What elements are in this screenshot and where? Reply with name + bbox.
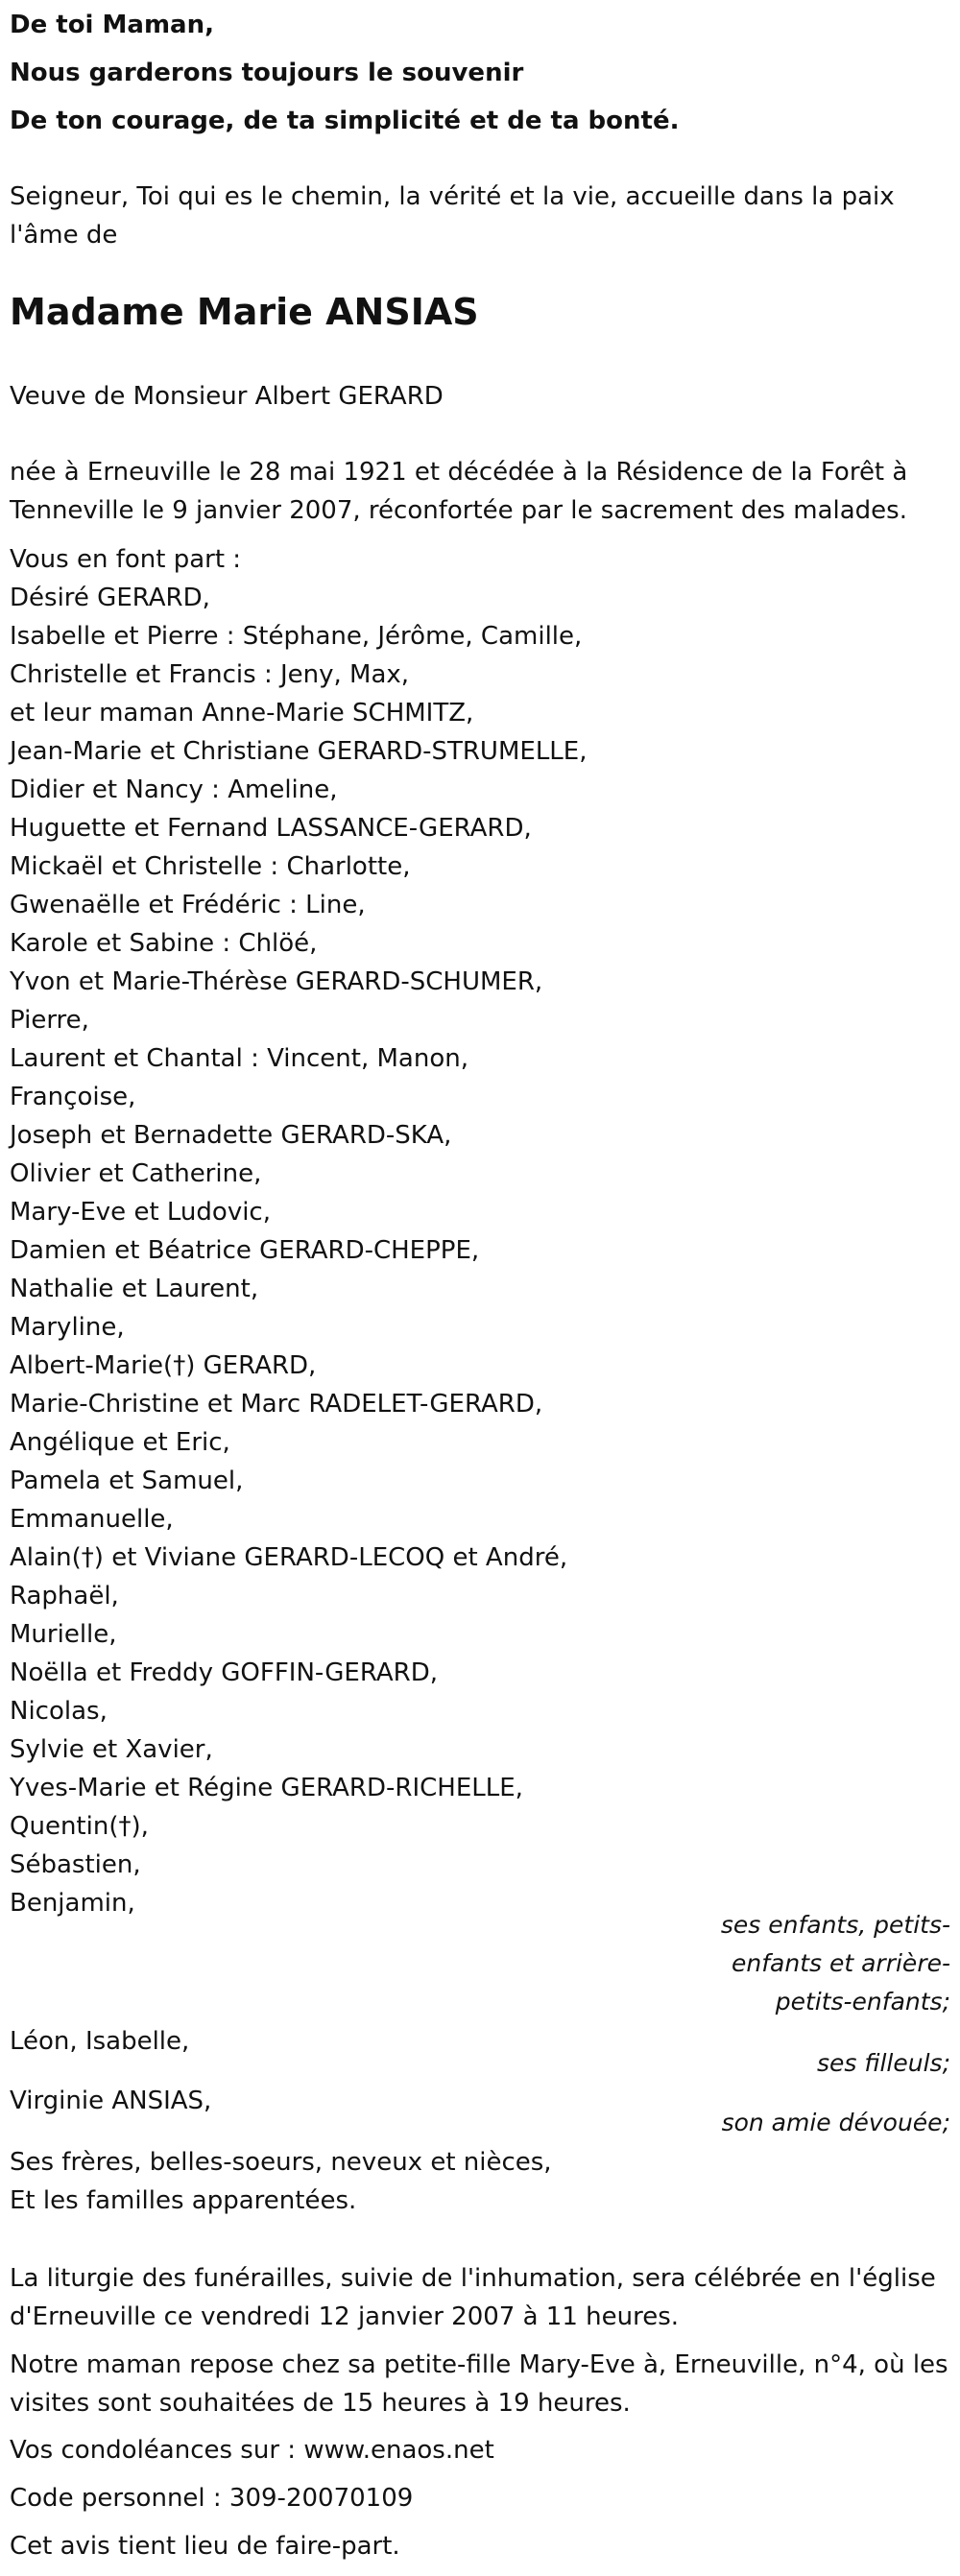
family-line: Quentin(†), [10, 1812, 149, 1841]
family-line: Emmanuelle, [10, 1505, 174, 1534]
family-relation: ses enfants, petits-enfants et arrière-petits-enfants; [720, 1911, 950, 2015]
godchildren-names: Léon, Isabelle, [10, 2027, 190, 2056]
epigraph-line-2: Nous garderons toujours le souvenir [10, 59, 524, 87]
family-line: Mickaël et Christelle : Charlotte, [10, 852, 411, 881]
personal-code: Code personnel : 309-20070109 [10, 2484, 414, 2513]
family-line: Françoise, [10, 1083, 136, 1111]
family-line: Marie-Christine et Marc RADELET-GERARD, [10, 1390, 543, 1419]
announcement-intro: Vous en font part : [10, 545, 242, 574]
family-line: Maryline, [10, 1313, 125, 1342]
family-line: Olivier et Catherine, [10, 1159, 262, 1188]
family-line: Pierre, [10, 1006, 89, 1035]
family-line: Mary-Eve et Ludovic, [10, 1198, 271, 1227]
family-line: Raphaël, [10, 1582, 119, 1610]
family-line: Pamela et Samuel, [10, 1467, 244, 1495]
family-line: Angélique et Eric, [10, 1428, 230, 1457]
funeral-info: La liturgie des funérailles, suivie de l'inhumation, sera célébrée en l'église d'Erneuville ce vendredi 12 janvier 2007 à 11 heures. [10, 2264, 936, 2331]
family-line: Yves-Marie et Régine GERARD-RICHELLE, [10, 1774, 523, 1802]
family-line: Albert-Marie(†) GERARD, [10, 1351, 317, 1380]
friend-relation: son amie dévouée; [721, 2109, 950, 2136]
family-line: Laurent et Chantal : Vincent, Manon, [10, 1044, 468, 1073]
birth-death-text: née à Erneuville le 28 mai 1921 et décédée à la Résidence de la Forêt à Tenneville le 9 janvier 2007, réconfortée par le sacrement des malades. [10, 458, 908, 525]
extended-family-line: Et les familles apparentées. [10, 2186, 357, 2215]
extended-family-line: Ses frères, belles-soeurs, neveux et nièces, [10, 2148, 552, 2177]
family-line: Christelle et Francis : Jeny, Max, [10, 660, 410, 689]
family-line: Sébastien, [10, 1850, 141, 1879]
family-line: Isabelle et Pierre : Stéphane, Jérôme, Camille, [10, 622, 583, 651]
friend-name: Virginie ANSIAS, [10, 2087, 212, 2115]
family-line: Alain(†) et Viviane GERARD-LECOQ et André, [10, 1543, 568, 1572]
family-line: et leur maman Anne-Marie SCHMITZ, [10, 699, 474, 727]
family-line: Noëlla et Freddy GOFFIN-GERARD, [10, 1658, 438, 1687]
family-line: Jean-Marie et Christiane GERARD-STRUMELLE, [10, 737, 588, 766]
deceased-name: Madame Marie ANSIAS [10, 291, 479, 333]
widow-of-text: Veuve de Monsieur Albert GERARD [10, 382, 444, 411]
family-line: Didier et Nancy : Ameline, [10, 775, 338, 804]
epigraph-line-3: De ton courage, de ta simplicité et de ta bonté. [10, 107, 680, 135]
godchildren-relation: ses filleuls; [816, 2049, 950, 2077]
family-line: Damien et Béatrice GERARD-CHEPPE, [10, 1236, 480, 1265]
family-line: Nathalie et Laurent, [10, 1275, 259, 1303]
family-line: Murielle, [10, 1620, 117, 1649]
family-line: Joseph et Bernadette GERARD-SKA, [10, 1121, 452, 1150]
family-line: Karole et Sabine : Chlöé, [10, 929, 318, 958]
prayer-text: Seigneur, Toi qui es le chemin, la vérité et la vie, accueille dans la paix l'âme de [10, 182, 895, 250]
family-line: Sylvie et Xavier, [10, 1735, 213, 1764]
family-line: Yvon et Marie-Thérèse GERARD-SCHUMER, [10, 967, 543, 996]
visit-info: Notre maman repose chez sa petite-fille Mary-Eve à, Erneuville, n°4, où les visites sont souhaitées de 15 heures à 19 heures. [10, 2350, 948, 2418]
family-line: Huguette et Fernand LASSANCE-GERARD, [10, 814, 532, 843]
family-line: Gwenaëlle et Frédéric : Line, [10, 891, 366, 919]
closing-text: Cet avis tient lieu de faire-part. [10, 2532, 400, 2561]
epigraph-line-1: De toi Maman, [10, 11, 214, 39]
family-line: Désiré GERARD, [10, 584, 210, 612]
family-line: Nicolas, [10, 1697, 108, 1726]
condolences-text: Vos condoléances sur : www.enaos.net [10, 2436, 494, 2465]
family-line: Benjamin, [10, 1889, 135, 1918]
